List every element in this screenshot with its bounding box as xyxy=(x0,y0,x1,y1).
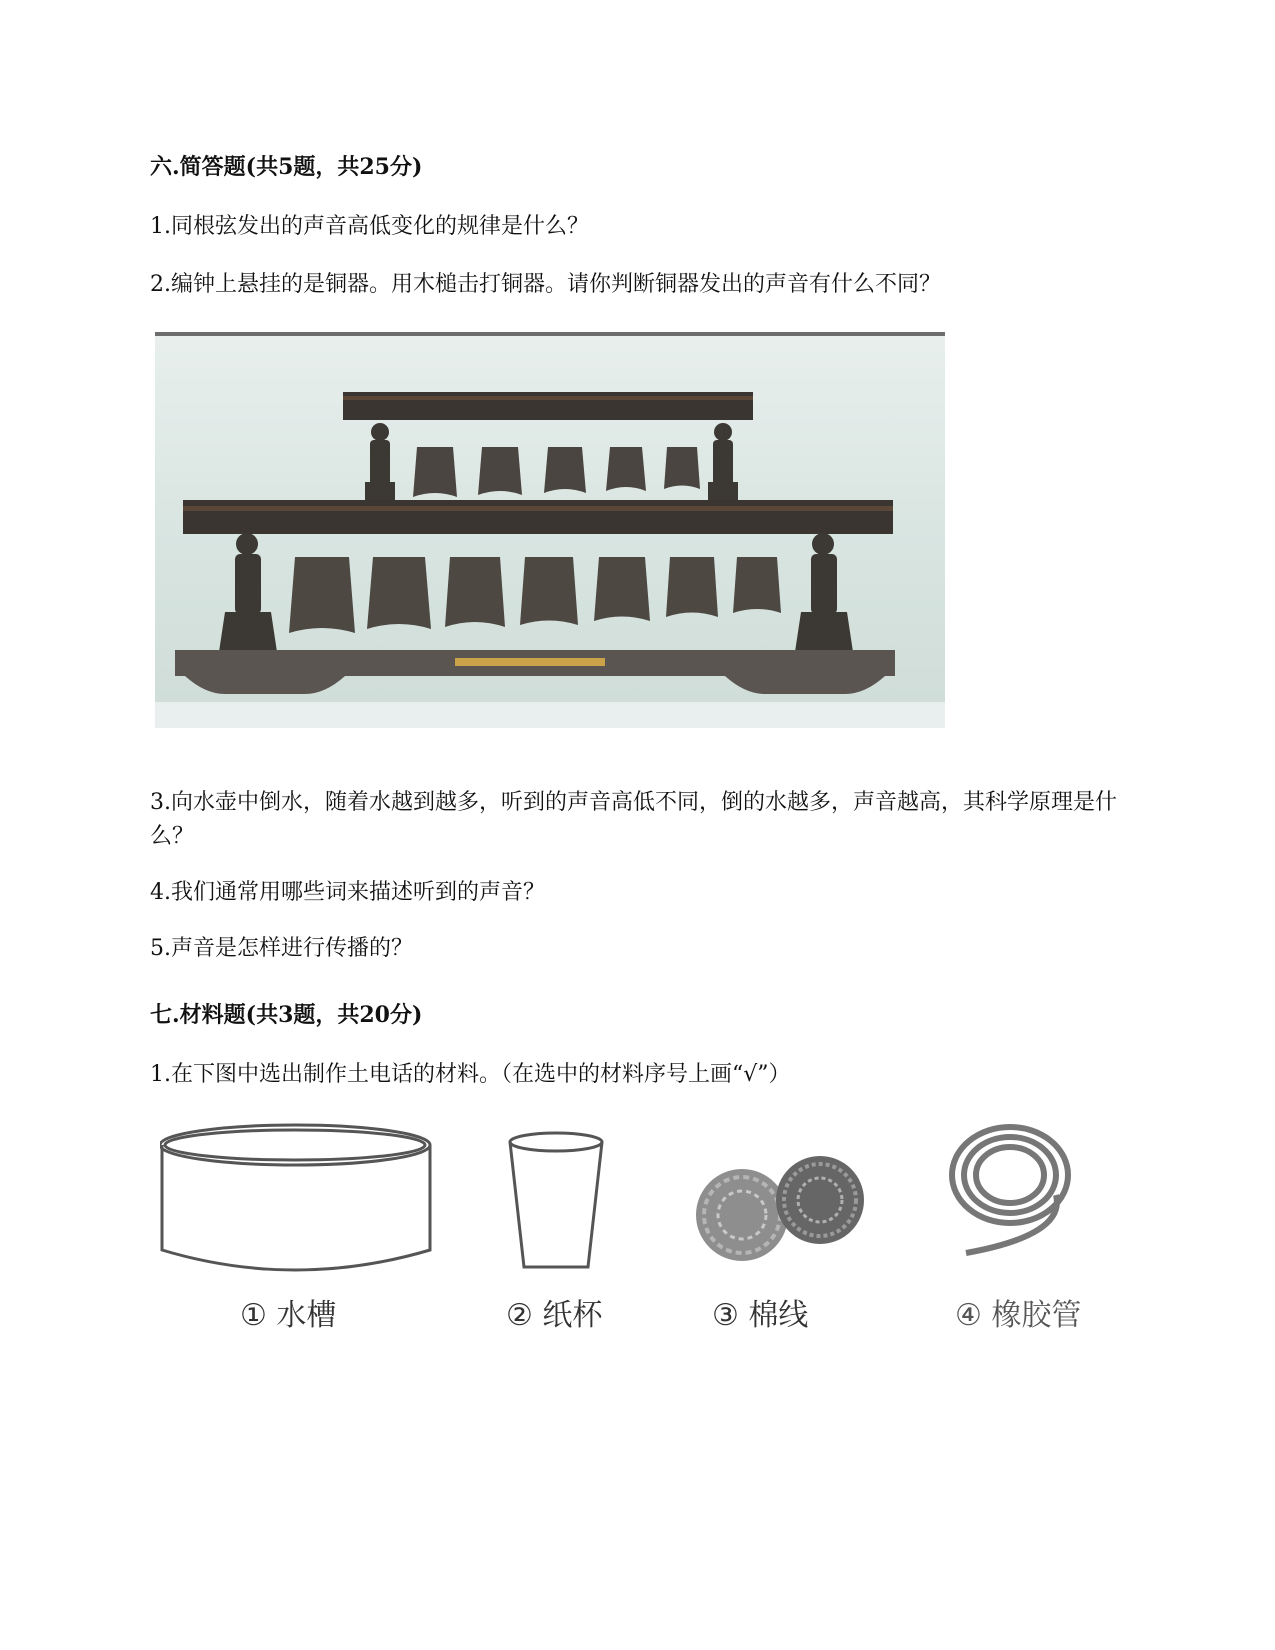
material-label-3: ③ 棉线 xyxy=(712,1298,809,1333)
question-6-5: 5.声音是怎样进行传播的？ xyxy=(150,936,413,961)
material-label-1: ① 水槽 xyxy=(240,1298,337,1333)
question-7-1: 1.在下图中选出制作土电话的材料。（在选中的材料序号上画“√”） xyxy=(150,1062,791,1087)
paper-cup-icon xyxy=(510,1133,602,1267)
cotton-thread-icon xyxy=(696,1156,864,1261)
chime-bells-photo xyxy=(155,332,945,728)
question-6-4: 4.我们通常用哪些词来描述听到的声音？ xyxy=(150,880,545,905)
water-tank-icon xyxy=(160,1125,430,1270)
rubber-tube-icon xyxy=(952,1127,1068,1253)
material-label-4: ④ 橡胶管 xyxy=(955,1298,1082,1333)
question-6-2: 2.编钟上悬挂的是铜器。用木槌击打铜器。请你判断铜器发出的声音有什么不同？ xyxy=(150,272,941,297)
section-6-heading: 六.简答题(共5题，共25分) xyxy=(150,154,423,180)
question-6-3: 3.向水壶中倒水，随着水越到越多，听到的声音高低不同，倒的水越多，声音越高，其科学原理是什么？ xyxy=(150,790,1117,849)
section-7-heading: 七.材料题(共3题，共20分) xyxy=(150,1002,423,1028)
question-6-1: 1.同根弦发出的声音高低变化的规律是什么？ xyxy=(150,214,589,239)
material-label-2: ② 纸杯 xyxy=(506,1298,603,1333)
